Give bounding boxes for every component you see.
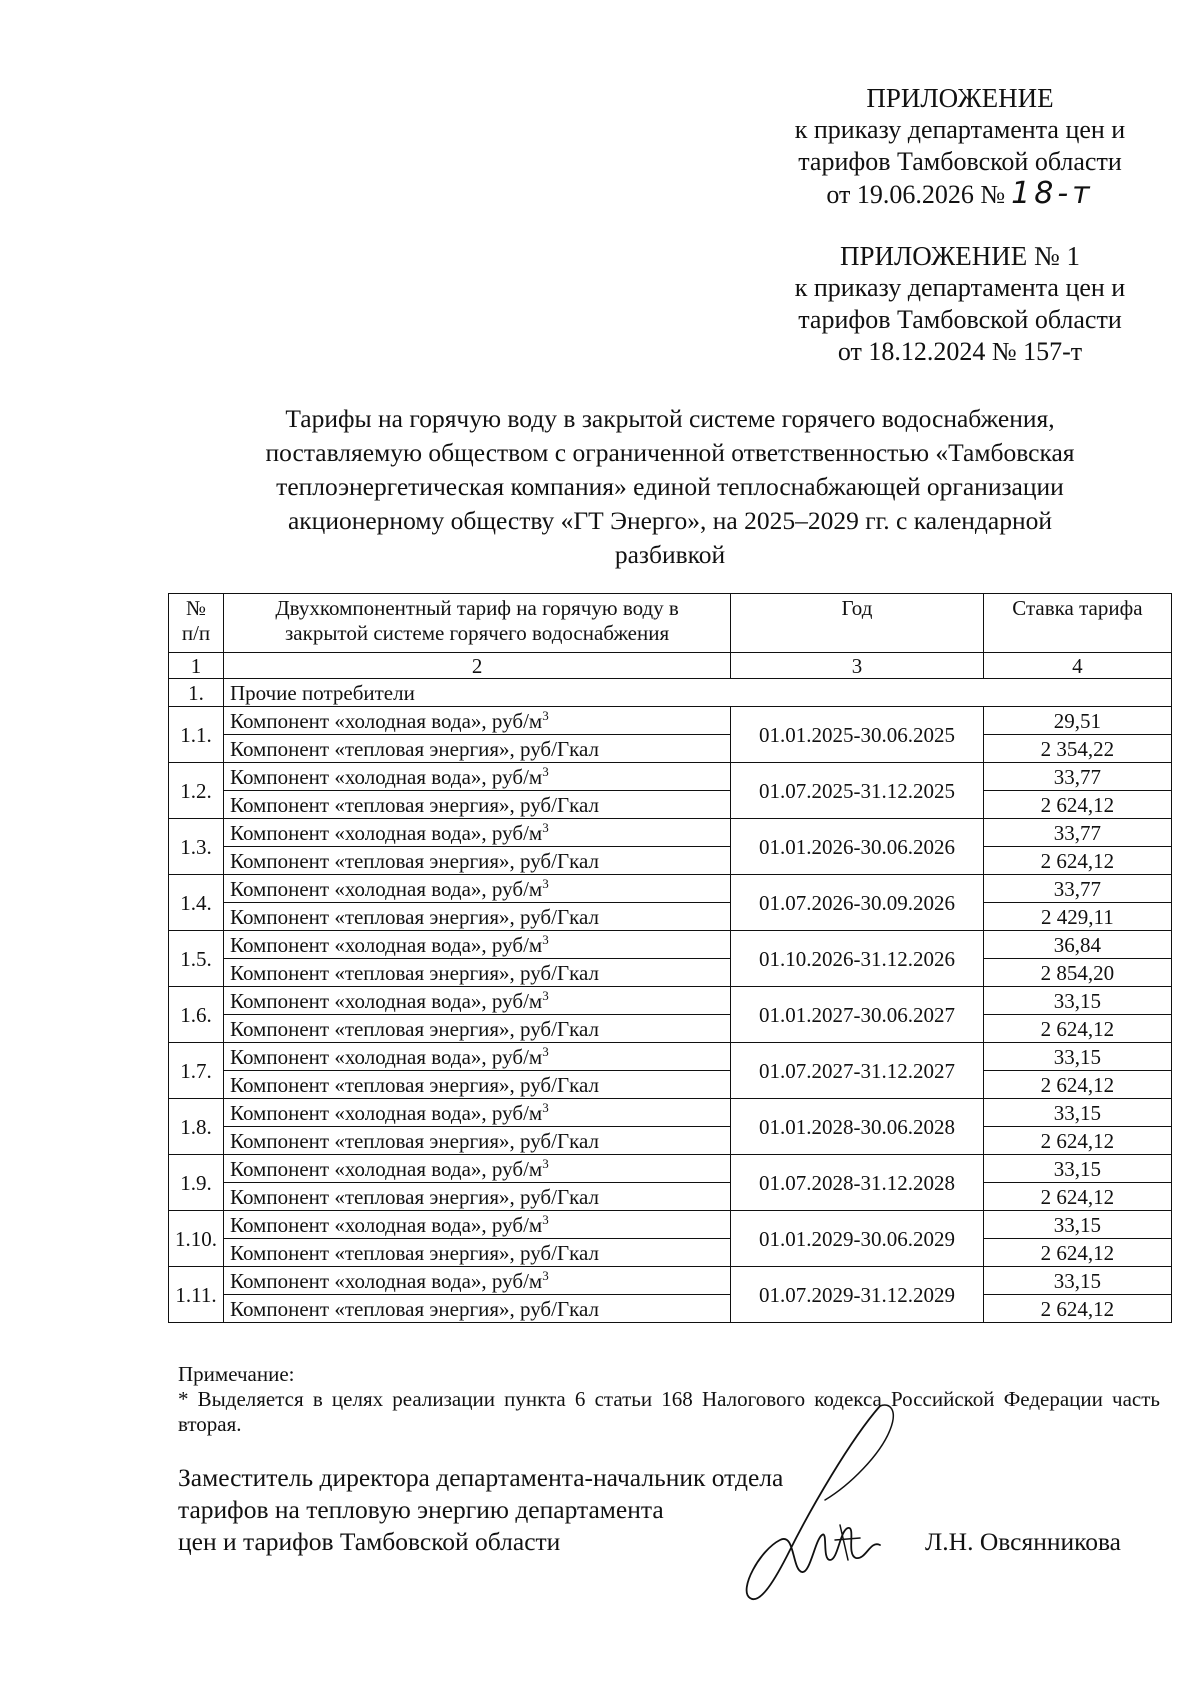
component-cold-water-label: [224, 1099, 731, 1127]
component-label-text: Компонент «холодная вода», руб/м: [230, 1100, 543, 1125]
period-cell: 01.01.2027-30.06.2027: [731, 987, 984, 1043]
cold-water-rate: 33,15: [983, 1099, 1171, 1127]
table-row: [169, 1183, 1172, 1211]
section-row: [169, 679, 1172, 707]
table-row: [169, 903, 1172, 931]
table-row: [169, 1015, 1172, 1043]
unit-superscript: 3: [542, 931, 549, 947]
appendix-date: от 18.12.2024 № 157-т: [837, 337, 1083, 366]
row-number: 1.4.: [169, 875, 224, 931]
table-row: [169, 847, 1172, 875]
component-cold-water-label: [224, 819, 731, 847]
row-number: 1.2.: [169, 763, 224, 819]
table-row: [169, 987, 1172, 1015]
component-label-text: Компонент «холодная вода», руб/м: [230, 988, 543, 1013]
cold-water-rate: 33,77: [983, 763, 1171, 791]
signatory-position: [178, 1462, 783, 1558]
component-cold-water-label: [224, 875, 731, 903]
table-row: [169, 1211, 1172, 1239]
note-block: [178, 1362, 1160, 1437]
cold-water-rate: 33,77: [983, 875, 1171, 903]
period-cell: 01.07.2029-31.12.2029: [731, 1267, 984, 1323]
table-row: [169, 1071, 1172, 1099]
table-row: [169, 791, 1172, 819]
period-cell: 01.07.2027-31.12.2027: [731, 1043, 984, 1099]
column-number: 4: [983, 653, 1171, 679]
table-row: [169, 1155, 1172, 1183]
component-label-text: Компонент «холодная вода», руб/м: [230, 820, 543, 845]
unit-superscript: 3: [542, 1155, 549, 1171]
header-tariff-name: Двухкомпонентный тариф на горячую воду в закрытой системе горячего водоснабжения: [224, 594, 731, 653]
title-line: Тарифы на горячую воду в закрытой системе горячего водоснабжения,: [285, 404, 1055, 433]
header-number: № п/п: [169, 594, 224, 653]
period-cell: 01.07.2025-31.12.2025: [731, 763, 984, 819]
component-label-text: Компонент «холодная вода», руб/м: [230, 764, 543, 789]
title-line: теплоэнергетическая компания» единой теплоснабжающей организации: [276, 472, 1064, 501]
component-cold-water-label: [224, 1043, 731, 1071]
unit-superscript: 3: [542, 763, 549, 779]
appendix-line: к приказу департамента цен и: [794, 115, 1126, 144]
component-cold-water-label: [224, 987, 731, 1015]
cold-water-rate: 33,15: [983, 987, 1171, 1015]
unit-superscript: 3: [542, 1099, 549, 1115]
table-row: [169, 1267, 1172, 1295]
section-number: 1.: [169, 679, 224, 707]
unit-superscript: 3: [542, 875, 549, 891]
header-rate: Ставка тарифа: [983, 594, 1171, 653]
component-heat-energy-label: Компонент «тепловая энергия», руб/Гкал: [224, 1295, 731, 1323]
row-number: 1.6.: [169, 987, 224, 1043]
component-cold-water-label: [224, 1155, 731, 1183]
cold-water-rate: 36,84: [983, 931, 1171, 959]
cold-water-rate: 33,15: [983, 1043, 1171, 1071]
row-number: 1.11.: [169, 1267, 224, 1323]
unit-superscript: 3: [542, 987, 549, 1003]
appendix-line: тарифов Тамбовской области: [798, 147, 1122, 176]
appendix-current: [760, 82, 1160, 211]
appendix-date-line: [760, 178, 1160, 211]
column-number: 1: [169, 653, 224, 679]
table-row: [169, 959, 1172, 987]
cold-water-rate: 29,51: [983, 707, 1171, 735]
heat-energy-rate: 2 624,12: [983, 1071, 1171, 1099]
title-line: разбивкой: [614, 540, 726, 569]
component-cold-water-label: [224, 1211, 731, 1239]
period-cell: 01.07.2026-30.09.2026: [731, 875, 984, 931]
document-title: [200, 402, 1140, 572]
component-heat-energy-label: Компонент «тепловая энергия», руб/Гкал: [224, 735, 731, 763]
period-cell: 01.01.2028-30.06.2028: [731, 1099, 984, 1155]
appendix-date: от 19.06.2026 №: [826, 180, 1006, 209]
cold-water-rate: 33,15: [983, 1211, 1171, 1239]
signer-name: Л.Н. Овсянникова: [925, 1527, 1121, 1556]
section-label: Прочие потребители: [224, 679, 1172, 707]
component-label-text: Компонент «холодная вода», руб/м: [230, 876, 543, 901]
component-heat-energy-label: Компонент «тепловая энергия», руб/Гкал: [224, 1015, 731, 1043]
appendix-line: к приказу департамента цен и: [794, 273, 1126, 302]
heat-energy-rate: 2 624,12: [983, 1127, 1171, 1155]
cold-water-rate: 33,77: [983, 819, 1171, 847]
signatory-line: Заместитель директора департамента-начальник отдела: [178, 1463, 784, 1492]
unit-superscript: 3: [542, 1267, 549, 1283]
component-heat-energy-label: Компонент «тепловая энергия», руб/Гкал: [224, 903, 731, 931]
row-number: 1.5.: [169, 931, 224, 987]
heat-energy-rate: 2 854,20: [983, 959, 1171, 987]
heat-energy-rate: 2 624,12: [983, 1015, 1171, 1043]
component-heat-energy-label: Компонент «тепловая энергия», руб/Гкал: [224, 847, 731, 875]
table-row: [169, 1043, 1172, 1071]
table-row: [169, 1295, 1172, 1323]
row-number: 1.9.: [169, 1155, 224, 1211]
heat-energy-rate: 2 354,22: [983, 735, 1171, 763]
component-heat-energy-label: Компонент «тепловая энергия», руб/Гкал: [224, 959, 731, 987]
cold-water-rate: 33,15: [983, 1155, 1171, 1183]
table-row: [169, 1239, 1172, 1267]
table-row: [169, 707, 1172, 735]
component-label-text: Компонент «холодная вода», руб/м: [230, 1044, 543, 1069]
component-label-text: Компонент «холодная вода», руб/м: [230, 1156, 543, 1181]
column-number: 2: [224, 653, 731, 679]
period-cell: 01.01.2029-30.06.2029: [731, 1211, 984, 1267]
signatory-line: цен и тарифов Тамбовской области: [178, 1527, 561, 1556]
period-cell: 01.10.2026-31.12.2026: [731, 931, 984, 987]
component-cold-water-label: [224, 931, 731, 959]
handwritten-order-number: 18-т: [1011, 176, 1094, 211]
heat-energy-rate: 2 624,12: [983, 1239, 1171, 1267]
row-number: 1.10.: [169, 1211, 224, 1267]
component-label-text: Компонент «холодная вода», руб/м: [230, 1212, 543, 1237]
header-year: Год: [731, 594, 984, 653]
unit-superscript: 3: [542, 1211, 549, 1227]
row-number: 1.7.: [169, 1043, 224, 1099]
appendix-heading: ПРИЛОЖЕНИЕ: [866, 83, 1054, 113]
component-heat-energy-label: Компонент «тепловая энергия», руб/Гкал: [224, 791, 731, 819]
table-row: [169, 735, 1172, 763]
table-row: [169, 875, 1172, 903]
heat-energy-rate: 2 624,12: [983, 791, 1171, 819]
cold-water-rate: 33,15: [983, 1267, 1171, 1295]
appendix-heading: ПРИЛОЖЕНИЕ № 1: [839, 241, 1081, 271]
title-line: поставляемую обществом с ограниченной ответственностью «Тамбовская: [265, 438, 1075, 467]
row-number: 1.8.: [169, 1099, 224, 1155]
unit-superscript: 3: [542, 819, 549, 835]
component-label-text: Компонент «холодная вода», руб/м: [230, 1268, 543, 1293]
table-row: [169, 763, 1172, 791]
period-cell: 01.01.2026-30.06.2026: [731, 819, 984, 875]
table-header-row: [169, 594, 1172, 653]
unit-superscript: 3: [542, 1043, 549, 1059]
appendix-original: [760, 240, 1160, 368]
table-row: [169, 1099, 1172, 1127]
table-row: [169, 1127, 1172, 1155]
component-cold-water-label: [224, 763, 731, 791]
component-cold-water-label: [224, 707, 731, 735]
signatory-line: тарифов на тепловую энергию департамента: [178, 1495, 664, 1524]
note-text: * Выделяется в целях реализации пункта 6 статьи 168 Налогового кодекса Российской Федерации часть вторая.: [178, 1387, 1160, 1436]
component-heat-energy-label: Компонент «тепловая энергия», руб/Гкал: [224, 1127, 731, 1155]
period-cell: 01.07.2028-31.12.2028: [731, 1155, 984, 1211]
table-row: [169, 931, 1172, 959]
component-cold-water-label: [224, 1267, 731, 1295]
heat-energy-rate: 2 624,12: [983, 1183, 1171, 1211]
heat-energy-rate: 2 624,12: [983, 847, 1171, 875]
appendix-line: тарифов Тамбовской области: [798, 305, 1122, 334]
unit-superscript: 3: [542, 707, 549, 723]
handwritten-signature-icon: [730, 1400, 930, 1610]
component-label-text: Компонент «холодная вода», руб/м: [230, 708, 543, 733]
row-number: 1.1.: [169, 707, 224, 763]
table-row: [169, 819, 1172, 847]
tariff-table: [168, 593, 1172, 1323]
note-label: Примечание:: [178, 1362, 295, 1386]
component-label-text: Компонент «холодная вода», руб/м: [230, 932, 543, 957]
column-number: 3: [731, 653, 984, 679]
period-cell: 01.01.2025-30.06.2025: [731, 707, 984, 763]
component-heat-energy-label: Компонент «тепловая энергия», руб/Гкал: [224, 1239, 731, 1267]
column-numbers-row: [169, 653, 1172, 679]
row-number: 1.3.: [169, 819, 224, 875]
heat-energy-rate: 2 429,11: [983, 903, 1171, 931]
component-heat-energy-label: Компонент «тепловая энергия», руб/Гкал: [224, 1071, 731, 1099]
title-line: акционерному обществу «ГТ Энерго», на 2025–2029 гг. с календарной: [287, 506, 1053, 535]
heat-energy-rate: 2 624,12: [983, 1295, 1171, 1323]
component-heat-energy-label: Компонент «тепловая энергия», руб/Гкал: [224, 1183, 731, 1211]
